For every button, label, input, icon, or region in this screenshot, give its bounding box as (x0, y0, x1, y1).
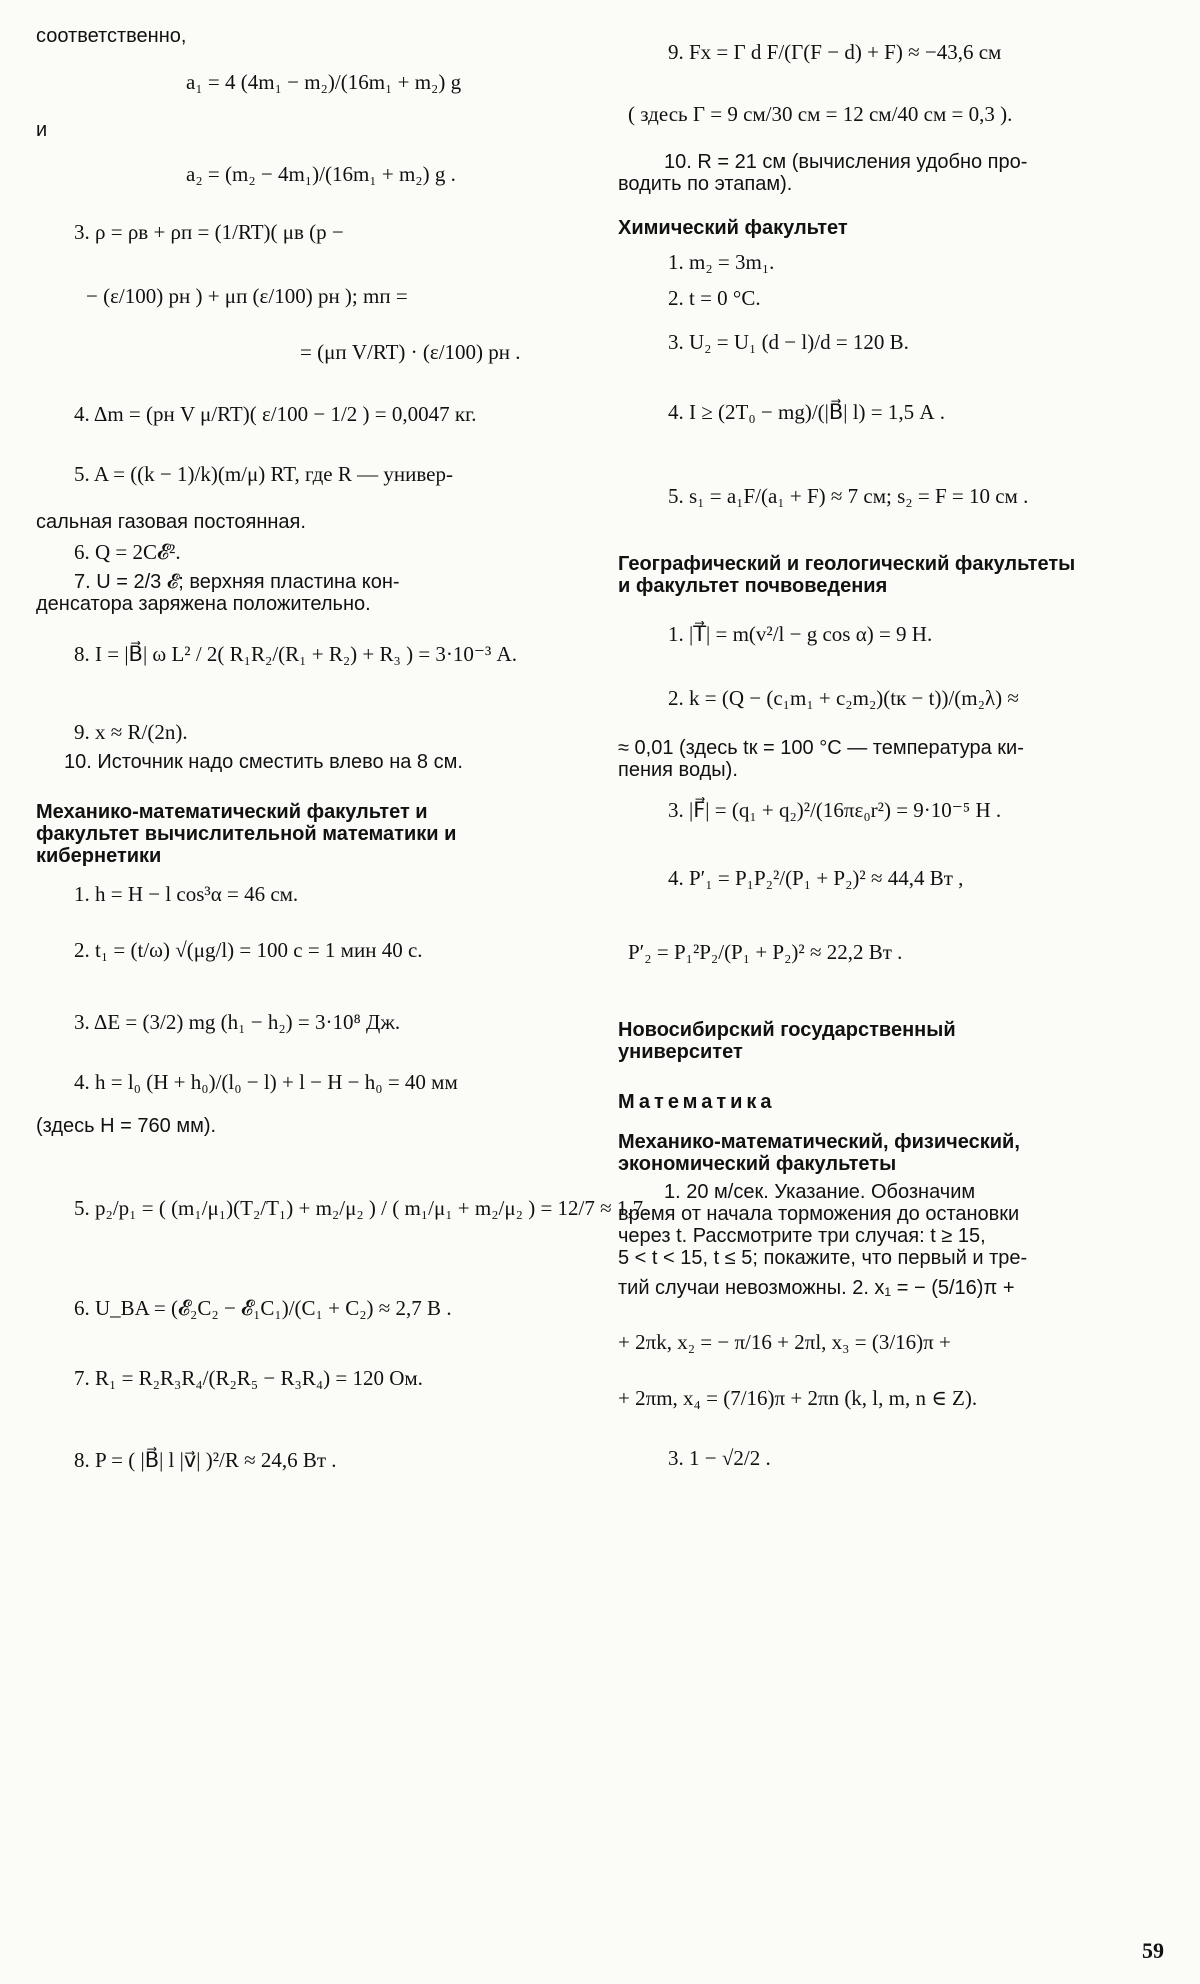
answer-1: 1. |T⃗| = m(v²/l − g cos α) = 9 Н. (668, 622, 933, 646)
answer-3: 3. |F⃗| = (q₁ + q₂)²/(16πε₀r²) = 9·10⁻⁵ Н . (668, 798, 1002, 822)
answer-6: 6. Q = 2C𝓔². (74, 540, 181, 564)
answer-2: 2. t = 0 °C. (668, 286, 761, 310)
text-line: соответственно, (36, 25, 187, 47)
text-line: водить по этапам). (618, 173, 793, 195)
text-line: время от начала торможения до остановки (618, 1203, 1020, 1225)
answer-10: 10. Источник надо сместить влево на 8 см. (64, 751, 463, 773)
section-heading-line: Географический и геологический факультеты (618, 553, 1076, 575)
answer-3: 3. ΔE = (3/2) mg (h₁ − h₂) = 3·10⁸ Дж. (74, 1010, 401, 1034)
answer-7: 7. R₁ = R₂R₃R₄/(R₂R₅ − R₃R₄) = 120 Ом. (74, 1366, 423, 1390)
answer-4: 4. P′₁ = P₁P₂²/(P₁ + P₂)² ≈ 44,4 Вт , (668, 866, 964, 890)
section-heading-line: кибернетики (36, 845, 162, 867)
section-heading-line: факультет вычислительной математики и (36, 823, 457, 845)
answer-5: 5. A = ((k − 1)/k)(m/μ) RT, где R — универ- (74, 462, 453, 486)
answer-5: 5. s₁ = a₁F/(a₁ + F) ≈ 7 см; s₂ = F = 10 см . (668, 484, 1029, 508)
answer-1: 1. m₂ = 3m₁. (668, 250, 775, 274)
answer-8: 8. P = ( |B⃗| l |v⃗| )²/R ≈ 24,6 Вт . (74, 1448, 337, 1472)
text-line: ( здесь Γ = 9 см/30 см = 12 см/40 см = 0,3 ). (628, 102, 1013, 126)
answer-1: 1. h = H − l cos³α = 46 см. (74, 882, 299, 906)
text-line: сальная газовая постоянная. (36, 511, 306, 533)
answer-2: 2. t₁ = (t/ω) √(μg/l) = 100 с = 1 мин 40 с. (74, 938, 423, 962)
formula-a1: a₁ = 4 (4m₁ − m₂)/(16m₁ + m₂) g (186, 70, 462, 94)
text-line: ≈ 0,01 (здесь tк = 100 °C — температура ки- (618, 737, 1024, 759)
text-line: и (36, 119, 48, 141)
answer-2: 2. k = (Q − (c₁m₁ + c₂m₂)(tк − t))/(m₂λ) ≈ (668, 686, 1019, 710)
answer-5: 5. p₂/p₁ = ( (m₁/μ₁)(T₂/T₁) + m₂/μ₂ ) / ( m₁/μ₁ + m₂/μ₂ ) = 12/7 ≈ 1,7. (74, 1196, 649, 1220)
text-line: денсатора заряжена положительно. (36, 593, 371, 615)
answer-3: 3. ρ = ρв + ρп = (1/RT)( μв (p − (74, 220, 344, 244)
answer-3-cont: − (ε/100) pн ) + μп (ε/100) pн ); mп = (86, 284, 408, 308)
text-line: (здесь H = 760 мм). (36, 1115, 217, 1137)
answer-4: 4. h = l₀ (H + h₀)/(l₀ − l) + l − H − h₀ = 40 мм (74, 1070, 458, 1094)
answer-3: 3. U₂ = U₁ (d − l)/d = 120 В. (668, 330, 909, 354)
section-heading-line: Механико-математический факультет и (36, 801, 428, 823)
text-line: через t. Рассмотрите три случая: t ≥ 15, (618, 1225, 986, 1247)
section-heading-line: университет (618, 1041, 743, 1063)
answer-7: 7. U = 2/3 𝓔; верхняя пластина кон- (74, 571, 400, 593)
text-line: P′₂ = P₁²P₂/(P₁ + P₂)² ≈ 22,2 Вт . (628, 940, 903, 964)
answer-4: 4. Δm = (pн V μ/RT)( ε/100 − 1/2 ) = 0,0047 кг. (74, 402, 477, 426)
section-heading-line: Новосибирский государственный (618, 1019, 956, 1041)
page-number: 59 (1142, 1938, 1164, 1963)
section-heading-line: и факультет почвоведения (618, 575, 888, 597)
answer-10: 10. R = 21 см (вычисления удобно про- (664, 151, 1028, 173)
answer-8: 8. I = |B⃗| ω L² / 2( R₁R₂/(R₁ + R₂) + R₃ ) = 3·10⁻³ А. (74, 642, 517, 666)
section-heading: Химический факультет (618, 217, 848, 239)
answer-1: 1. 20 м/сек. Указание. Обозначим (664, 1181, 976, 1203)
text-line: + 2πm, x₄ = (7/16)π + 2πn (k, l, m, n ∈ Z). (618, 1386, 978, 1410)
answer-3: 3. 1 − √2/2 . (668, 1446, 771, 1470)
answer-9: 9. Fx = Γ d F/(Γ(F − d) + F) ≈ −43,6 см (668, 40, 1002, 64)
answer-3-cont: = (μп V/RT) · (ε/100) pн . (300, 340, 521, 364)
text-line: пения воды). (618, 759, 738, 781)
subject-heading: Математика (618, 1091, 776, 1113)
section-heading-line: экономический факультеты (618, 1153, 897, 1175)
answer-9: 9. x ≈ R/(2n). (74, 720, 188, 744)
section-heading-line: Механико-математический, физический, (618, 1131, 1020, 1153)
answer-6: 6. U_BA = (𝓔₂C₂ − 𝓔₁C₁)/(C₁ + C₂) ≈ 2,7 В . (74, 1296, 452, 1320)
formula-a2: a₂ = (m₂ − 4m₁)/(16m₁ + m₂) g . (186, 162, 456, 186)
text-line: 5 < t < 15, t ≤ 5; покажите, что первый и тре- (618, 1247, 1028, 1269)
answer-4: 4. I ≥ (2T₀ − mg)/(|B⃗| l) = 1,5 А . (668, 400, 946, 424)
text-line: + 2πk, x₂ = − π/16 + 2πl, x₃ = (3/16)π + (618, 1330, 951, 1354)
text-line: тий случаи невозможны. 2. x₁ = − (5/16)π + (618, 1277, 1015, 1299)
